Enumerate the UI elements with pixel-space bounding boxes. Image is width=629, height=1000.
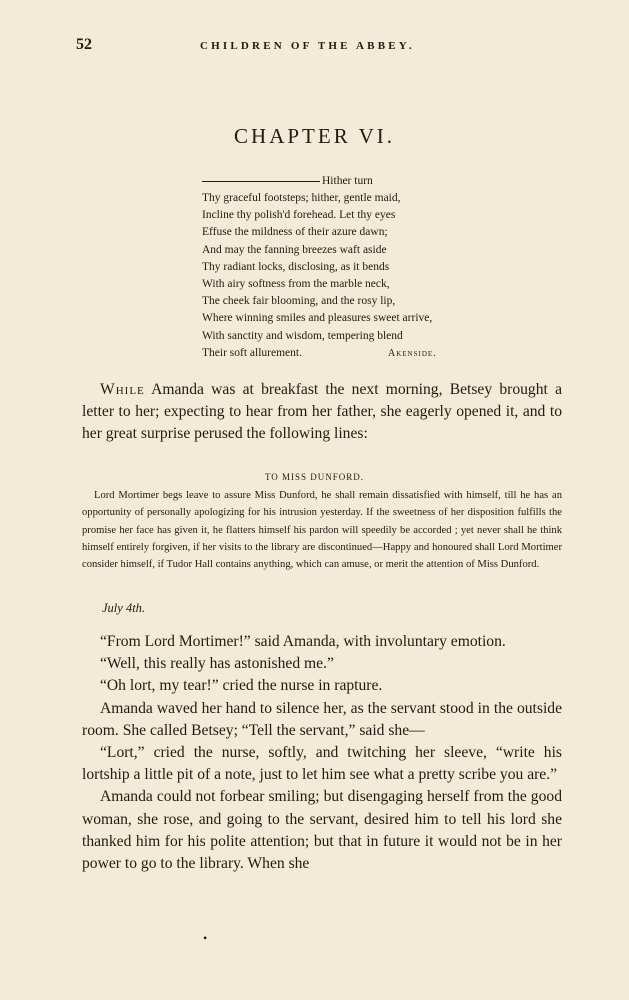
epigraph-line: And may the fanning breezes waft aside [202,243,387,256]
opening-small-caps: While [100,381,145,398]
paragraph: “Well, this really has astonished me.” [100,655,334,673]
page-number: 52 [76,36,92,53]
epigraph-line: Thy graceful footsteps; hither, gentle maid, [202,192,401,204]
epigraph-line: Where winning smiles and pleasures sweet arrive, [202,312,433,325]
paragraph: “From Lord Mortimer!” said Amanda, with involuntary emotion. [100,633,506,650]
paragraph: Amanda waved her hand to silence her, as the servant stood in the outside room. She called Betsey; “Tell the servant,” said she— [82,699,562,739]
epigraph-attribution: Akenside. [388,348,437,359]
letter-date: July 4th. [102,601,146,615]
letter-body: Lord Mortimer begs leave to assure Miss Dunford, he shall remain dissatisfied with himself, till he has an opportunity of personally apologizing for his intrusion yesterday. If the sweetness of her disposition fulfills the promise her face has given it, he flatters himself his pardon will speedily be accorded ; yet never shall he think himself entirely forgiven, if her visits to the library are discontinued—Happy and honoured shall Lord Mortimer consider himself, if Tudor Hall contains anything, which can amuse, or merit the attention of Miss Dunford. [82,490,562,571]
letter-heading: TO MISS DUNFORD. [264,472,365,482]
running-title: CHILDREN OF THE ABBEY. [200,40,415,52]
epigraph-rule [202,181,320,182]
paragraph: “Oh lort, my tear!” cried the nurse in rapture. [100,677,383,695]
epigraph [202,172,492,362]
paragraph: “Lort,” cried the nurse, softly, and twitching her sleeve, “write his lortship a little pit of a note, just to let him see what a pretty scribe you are.” [82,744,562,784]
epigraph-line: With sanctity and wisdom, tempering blend [202,329,403,342]
epigraph-first-line [202,172,492,190]
dialogue-section [82,631,562,875]
epigraph-line: With airy softness from the marble neck, [202,277,390,290]
epigraph-first-text: Hither turn [322,175,373,187]
epigraph-line: Incline thy polish'd forehead. Let thy eyes [202,209,396,222]
epigraph-line: Effuse the mildness of their azure dawn; [202,226,388,239]
opening-text: Amanda was at breakfast the next morning, Betsey brought a letter to her; expecting to hear from her father, she eagerly opened it, and to her great surprise perused the following lines: [82,381,562,443]
signature-mark: • [203,931,208,945]
paragraph-opening [82,379,562,446]
epigraph-line: Their soft allurement. [202,346,302,359]
paragraph: Amanda could not forbear smiling; but disengaging herself from the good woman, she rose, and going to the servant, desired him to tell his lord she thanked him for his polite attention; but that in future it would not be in her power to go to the library. When she [82,788,562,873]
epigraph-line: Thy radiant locks, disclosing, as it bends [202,260,390,273]
epigraph-line: The cheek fair blooming, and the rosy lip, [202,295,396,308]
chapter-title: CHAPTER VI. [234,124,395,148]
